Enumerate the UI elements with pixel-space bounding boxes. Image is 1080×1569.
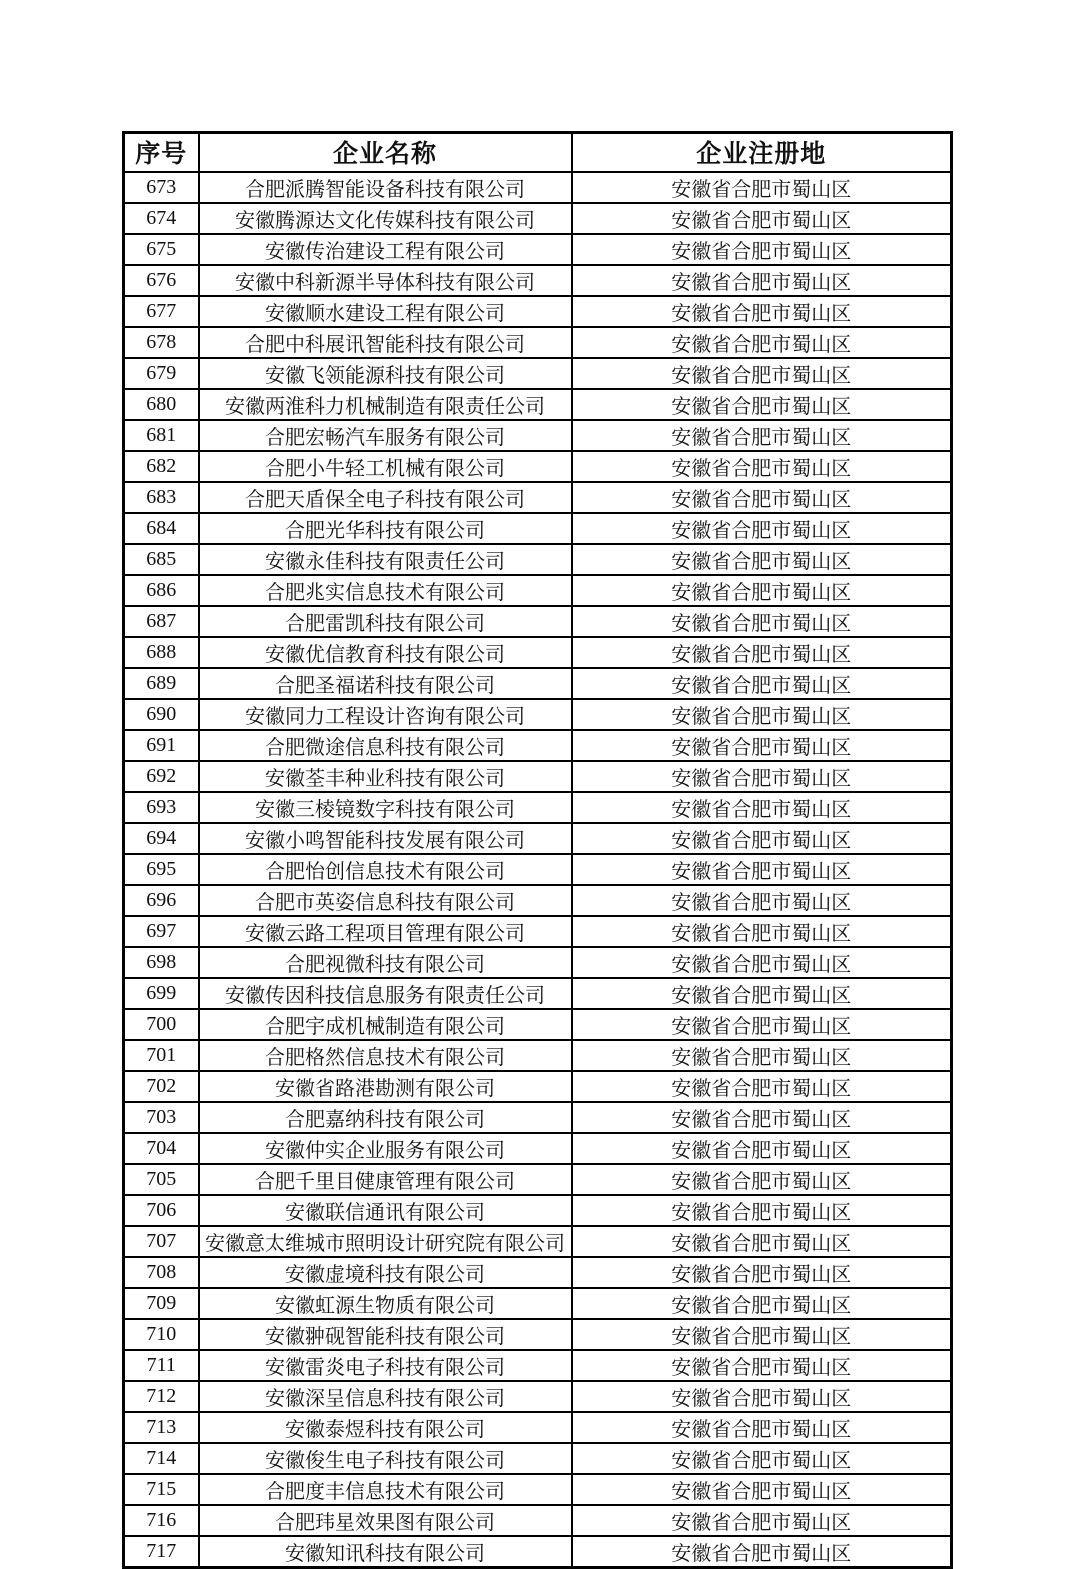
registration-place-cell: 安徽省合肥市蜀山区 [572, 327, 952, 358]
registration-place-cell: 安徽省合肥市蜀山区 [572, 761, 952, 792]
company-name-cell: 安徽腾源达文化传媒科技有限公司 [199, 203, 572, 234]
registration-place-cell: 安徽省合肥市蜀山区 [572, 854, 952, 885]
table-row [124, 792, 952, 823]
seq-cell: 698 [124, 947, 199, 978]
registration-place-cell: 安徽省合肥市蜀山区 [572, 1257, 952, 1288]
table-row [124, 575, 952, 606]
company-name-cell: 安徽顺水建设工程有限公司 [199, 296, 572, 327]
company-name-cell: 安徽飞领能源科技有限公司 [199, 358, 572, 389]
registration-place-cell: 安徽省合肥市蜀山区 [572, 1474, 952, 1505]
registration-place-cell: 安徽省合肥市蜀山区 [572, 1102, 952, 1133]
registration-place-cell: 安徽省合肥市蜀山区 [572, 730, 952, 761]
table-row [124, 885, 952, 916]
seq-cell: 691 [124, 730, 199, 761]
company-name-cell: 安徽省路港勘测有限公司 [199, 1071, 572, 1102]
seq-cell: 685 [124, 544, 199, 575]
registration-place-cell: 安徽省合肥市蜀山区 [572, 1133, 952, 1164]
table-row [124, 1257, 952, 1288]
company-name-cell: 安徽传因科技信息服务有限责任公司 [199, 978, 572, 1009]
company-name-cell: 安徽雷炎电子科技有限公司 [199, 1350, 572, 1381]
company-name-cell: 合肥怡创信息技术有限公司 [199, 854, 572, 885]
seq-cell: 675 [124, 234, 199, 265]
header-company-name: 企业名称 [199, 133, 572, 172]
registration-place-cell: 安徽省合肥市蜀山区 [572, 389, 952, 420]
seq-cell: 678 [124, 327, 199, 358]
registration-place-cell: 安徽省合肥市蜀山区 [572, 947, 952, 978]
company-name-cell: 合肥派腾智能设备科技有限公司 [199, 172, 572, 203]
seq-cell: 700 [124, 1009, 199, 1040]
table-row [124, 1412, 952, 1443]
seq-cell: 708 [124, 1257, 199, 1288]
table-row [124, 172, 952, 203]
company-name-cell: 安徽荃丰种业科技有限公司 [199, 761, 572, 792]
registration-place-cell: 安徽省合肥市蜀山区 [572, 1040, 952, 1071]
seq-cell: 693 [124, 792, 199, 823]
registration-place-cell: 安徽省合肥市蜀山区 [572, 420, 952, 451]
table-row [124, 823, 952, 854]
registration-place-cell: 安徽省合肥市蜀山区 [572, 1350, 952, 1381]
company-name-cell: 安徽小鸣智能科技发展有限公司 [199, 823, 572, 854]
registration-place-cell: 安徽省合肥市蜀山区 [572, 1505, 952, 1536]
company-name-cell: 安徽泰煜科技有限公司 [199, 1412, 572, 1443]
table-row [124, 606, 952, 637]
company-name-cell: 合肥宇成机械制造有限公司 [199, 1009, 572, 1040]
seq-cell: 696 [124, 885, 199, 916]
table-row [124, 327, 952, 358]
company-name-cell: 安徽意太维城市照明设计研究院有限公司 [199, 1226, 572, 1257]
registration-place-cell: 安徽省合肥市蜀山区 [572, 172, 952, 203]
table-row [124, 1195, 952, 1226]
table-row [124, 1071, 952, 1102]
seq-cell: 717 [124, 1536, 199, 1568]
table-row [124, 761, 952, 792]
table-row [124, 451, 952, 482]
company-name-cell: 合肥天盾保全电子科技有限公司 [199, 482, 572, 513]
registration-place-cell: 安徽省合肥市蜀山区 [572, 668, 952, 699]
seq-cell: 714 [124, 1443, 199, 1474]
seq-cell: 709 [124, 1288, 199, 1319]
seq-cell: 674 [124, 203, 199, 234]
seq-cell: 715 [124, 1474, 199, 1505]
table-row [124, 978, 952, 1009]
table-row [124, 1288, 952, 1319]
table-row [124, 420, 952, 451]
company-name-cell: 合肥格然信息技术有限公司 [199, 1040, 572, 1071]
registration-place-cell: 安徽省合肥市蜀山区 [572, 699, 952, 730]
seq-cell: 711 [124, 1350, 199, 1381]
table-row [124, 1164, 952, 1195]
table-row [124, 544, 952, 575]
table-row [124, 637, 952, 668]
company-name-cell: 安徽云路工程项目管理有限公司 [199, 916, 572, 947]
registration-place-cell: 安徽省合肥市蜀山区 [572, 575, 952, 606]
seq-cell: 689 [124, 668, 199, 699]
registration-place-cell: 安徽省合肥市蜀山区 [572, 823, 952, 854]
table-row [124, 1350, 952, 1381]
seq-cell: 677 [124, 296, 199, 327]
registration-place-cell: 安徽省合肥市蜀山区 [572, 1412, 952, 1443]
table-row [124, 1226, 952, 1257]
registration-place-cell: 安徽省合肥市蜀山区 [572, 978, 952, 1009]
company-name-cell: 合肥中科展讯智能科技有限公司 [199, 327, 572, 358]
registration-place-cell: 安徽省合肥市蜀山区 [572, 296, 952, 327]
seq-cell: 713 [124, 1412, 199, 1443]
seq-cell: 710 [124, 1319, 199, 1350]
company-name-cell: 安徽深呈信息科技有限公司 [199, 1381, 572, 1412]
company-name-cell: 合肥兆实信息技术有限公司 [199, 575, 572, 606]
company-name-cell: 安徽知讯科技有限公司 [199, 1536, 572, 1568]
registration-place-cell: 安徽省合肥市蜀山区 [572, 265, 952, 296]
seq-cell: 683 [124, 482, 199, 513]
company-name-cell: 安徽联信通讯有限公司 [199, 1195, 572, 1226]
company-name-cell: 安徽永佳科技有限责任公司 [199, 544, 572, 575]
registration-place-cell: 安徽省合肥市蜀山区 [572, 916, 952, 947]
seq-cell: 679 [124, 358, 199, 389]
seq-cell: 703 [124, 1102, 199, 1133]
table-row [124, 1536, 952, 1568]
seq-cell: 695 [124, 854, 199, 885]
registration-place-cell: 安徽省合肥市蜀山区 [572, 1381, 952, 1412]
seq-cell: 690 [124, 699, 199, 730]
registration-place-cell: 安徽省合肥市蜀山区 [572, 482, 952, 513]
registration-place-cell: 安徽省合肥市蜀山区 [572, 1536, 952, 1568]
company-name-cell: 合肥圣福诺科技有限公司 [199, 668, 572, 699]
registration-place-cell: 安徽省合肥市蜀山区 [572, 1443, 952, 1474]
table-row [124, 1133, 952, 1164]
company-name-cell: 安徽中科新源半导体科技有限公司 [199, 265, 572, 296]
table-row [124, 699, 952, 730]
registration-place-cell: 安徽省合肥市蜀山区 [572, 1071, 952, 1102]
table-row [124, 668, 952, 699]
table-row [124, 234, 952, 265]
company-name-cell: 安徽仲实企业服务有限公司 [199, 1133, 572, 1164]
company-table [122, 131, 953, 1569]
company-name-cell: 合肥微途信息科技有限公司 [199, 730, 572, 761]
seq-cell: 681 [124, 420, 199, 451]
registration-place-cell: 安徽省合肥市蜀山区 [572, 544, 952, 575]
table-row [124, 1040, 952, 1071]
registration-place-cell: 安徽省合肥市蜀山区 [572, 1288, 952, 1319]
company-name-cell: 合肥小牛轻工机械有限公司 [199, 451, 572, 482]
seq-cell: 706 [124, 1195, 199, 1226]
table-row [124, 482, 952, 513]
seq-cell: 686 [124, 575, 199, 606]
seq-cell: 701 [124, 1040, 199, 1071]
header-seq: 序号 [124, 133, 199, 172]
table-row [124, 916, 952, 947]
registration-place-cell: 安徽省合肥市蜀山区 [572, 1195, 952, 1226]
company-name-cell: 合肥嘉纳科技有限公司 [199, 1102, 572, 1133]
company-name-cell: 安徽虚境科技有限公司 [199, 1257, 572, 1288]
table-row [124, 389, 952, 420]
company-name-cell: 合肥玮星效果图有限公司 [199, 1505, 572, 1536]
registration-place-cell: 安徽省合肥市蜀山区 [572, 1009, 952, 1040]
registration-place-cell: 安徽省合肥市蜀山区 [572, 792, 952, 823]
table-row [124, 947, 952, 978]
seq-cell: 684 [124, 513, 199, 544]
company-name-cell: 安徽翀砚智能科技有限公司 [199, 1319, 572, 1350]
seq-cell: 699 [124, 978, 199, 1009]
company-name-cell: 安徽传治建设工程有限公司 [199, 234, 572, 265]
table-row [124, 1319, 952, 1350]
seq-cell: 692 [124, 761, 199, 792]
company-name-cell: 合肥市英姿信息科技有限公司 [199, 885, 572, 916]
table-row [124, 265, 952, 296]
registration-place-cell: 安徽省合肥市蜀山区 [572, 203, 952, 234]
seq-cell: 702 [124, 1071, 199, 1102]
registration-place-cell: 安徽省合肥市蜀山区 [572, 1226, 952, 1257]
seq-cell: 673 [124, 172, 199, 203]
seq-cell: 680 [124, 389, 199, 420]
seq-cell: 697 [124, 916, 199, 947]
table-row [124, 1505, 952, 1536]
registration-place-cell: 安徽省合肥市蜀山区 [572, 513, 952, 544]
seq-cell: 705 [124, 1164, 199, 1195]
table-row [124, 1474, 952, 1505]
table-row [124, 513, 952, 544]
company-name-cell: 安徽优信教育科技有限公司 [199, 637, 572, 668]
company-name-cell: 安徽虹源生物质有限公司 [199, 1288, 572, 1319]
company-name-cell: 合肥雷凯科技有限公司 [199, 606, 572, 637]
company-name-cell: 安徽俊生电子科技有限公司 [199, 1443, 572, 1474]
table-row [124, 1443, 952, 1474]
table-row [124, 730, 952, 761]
seq-cell: 694 [124, 823, 199, 854]
registration-place-cell: 安徽省合肥市蜀山区 [572, 885, 952, 916]
company-name-cell: 安徽同力工程设计咨询有限公司 [199, 699, 572, 730]
registration-place-cell: 安徽省合肥市蜀山区 [572, 606, 952, 637]
company-name-cell: 合肥光华科技有限公司 [199, 513, 572, 544]
table-row [124, 296, 952, 327]
seq-cell: 704 [124, 1133, 199, 1164]
company-name-cell: 安徽三棱镜数字科技有限公司 [199, 792, 572, 823]
table-row [124, 358, 952, 389]
company-name-cell: 合肥宏畅汽车服务有限公司 [199, 420, 572, 451]
seq-cell: 687 [124, 606, 199, 637]
table-row [124, 1102, 952, 1133]
seq-cell: 716 [124, 1505, 199, 1536]
registration-place-cell: 安徽省合肥市蜀山区 [572, 234, 952, 265]
registration-place-cell: 安徽省合肥市蜀山区 [572, 358, 952, 389]
table-row [124, 1381, 952, 1412]
registration-place-cell: 安徽省合肥市蜀山区 [572, 637, 952, 668]
seq-cell: 682 [124, 451, 199, 482]
company-name-cell: 合肥度丰信息技术有限公司 [199, 1474, 572, 1505]
seq-cell: 688 [124, 637, 199, 668]
company-name-cell: 合肥视微科技有限公司 [199, 947, 572, 978]
table-row [124, 1009, 952, 1040]
header-registration-place: 企业注册地 [572, 133, 952, 172]
registration-place-cell: 安徽省合肥市蜀山区 [572, 1319, 952, 1350]
company-name-cell: 安徽两淮科力机械制造有限责任公司 [199, 389, 572, 420]
table-header-row [124, 133, 952, 172]
registration-place-cell: 安徽省合肥市蜀山区 [572, 1164, 952, 1195]
seq-cell: 712 [124, 1381, 199, 1412]
table-row [124, 203, 952, 234]
table-row [124, 854, 952, 885]
registration-place-cell: 安徽省合肥市蜀山区 [572, 451, 952, 482]
company-name-cell: 合肥千里目健康管理有限公司 [199, 1164, 572, 1195]
seq-cell: 676 [124, 265, 199, 296]
seq-cell: 707 [124, 1226, 199, 1257]
